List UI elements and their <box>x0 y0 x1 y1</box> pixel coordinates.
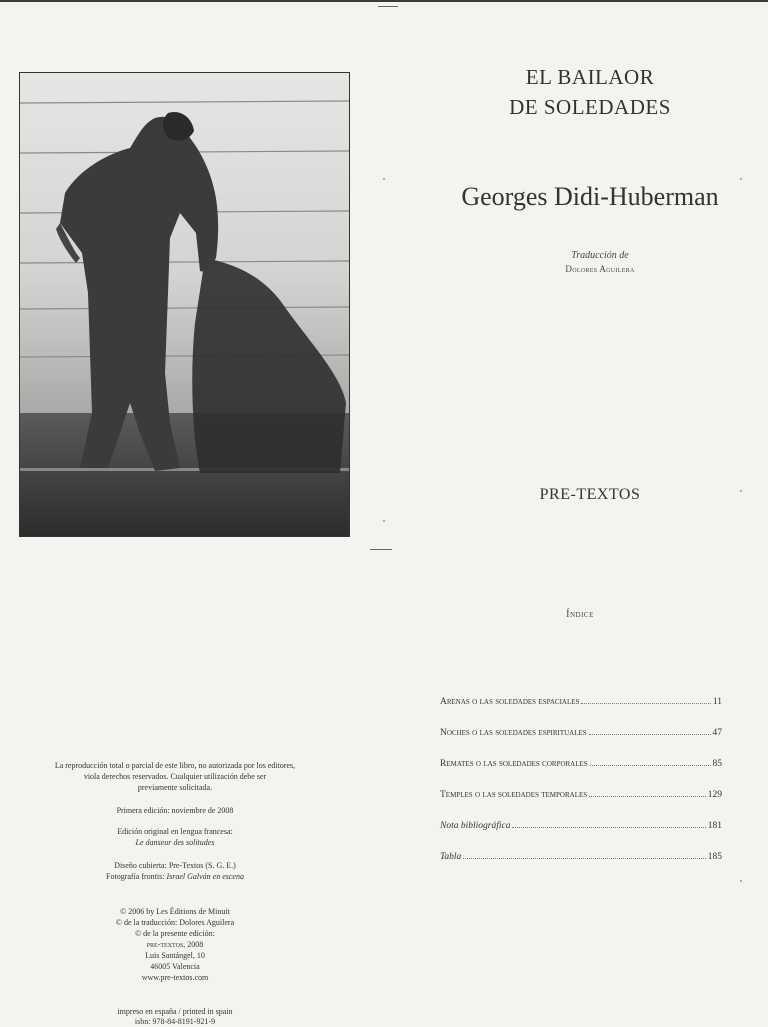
crop-mark-top <box>378 6 398 7</box>
scan-mark <box>383 178 385 180</box>
toc-leader-dots <box>589 734 711 735</box>
copyright-block <box>30 906 320 983</box>
scan-mark <box>740 490 742 492</box>
index-heading: Índice <box>566 609 594 620</box>
publisher-website[interactable]: www.pre-textos.com <box>141 973 209 982</box>
scan-mark <box>383 520 385 522</box>
toc-entry[interactable] <box>440 697 722 707</box>
copyright-line: © de la presente edición: <box>135 929 215 938</box>
rights-notice <box>30 760 320 793</box>
scan-mark <box>740 880 742 882</box>
toc-entry[interactable] <box>440 821 722 831</box>
toc-entry-title: Nota bibliográfica <box>440 821 511 831</box>
toc-entry-page: 11 <box>712 697 722 707</box>
toc-entry-page: 181 <box>707 821 722 831</box>
toc-entry[interactable] <box>440 728 722 738</box>
crop-mark-middle <box>370 549 392 550</box>
rights-line: previamente solicitada. <box>137 783 213 792</box>
original-edition <box>30 826 320 848</box>
author-name: Georges Didi-Huberman <box>461 182 719 211</box>
photo-credit: Israel Galván en escena <box>166 872 244 881</box>
toc-entry-title: Tabla <box>440 852 462 862</box>
toc-entry-title: Noches o las soledades espirituales <box>440 728 587 738</box>
publisher-name: PRE-TEXTOS <box>539 486 641 503</box>
toc-entry-page: 129 <box>707 790 722 800</box>
toc-entry-page: 185 <box>707 852 722 862</box>
dancer-photo-illustration <box>20 73 349 536</box>
toc-leader-dots <box>589 796 706 797</box>
toc-entry-page: 47 <box>712 728 722 738</box>
toc-leader-dots <box>581 703 710 704</box>
toc-entry-page: 85 <box>712 759 722 769</box>
frontispiece-photo <box>19 72 350 537</box>
translation-label: Traducción de <box>571 250 629 261</box>
toc-entry[interactable] <box>440 759 722 769</box>
first-edition: Primera edición: noviembre de 2008 <box>116 806 234 815</box>
copyright-line: © 2006 by Les Éditions de Minuit <box>120 907 230 916</box>
photo-credit-line <box>30 871 320 882</box>
book-title <box>470 62 710 122</box>
toc-entry[interactable] <box>440 852 722 862</box>
toc-leader-dots <box>512 827 705 828</box>
toc-entry[interactable] <box>440 790 722 800</box>
copyright-line: 46005 Valencia <box>150 962 200 971</box>
copyright-line: © de la traducción: Dolores Aguilera <box>115 918 235 927</box>
original-edition-label: Edición original en lengua francesa: <box>117 827 233 836</box>
book-title-line-1: EL BAILAOR <box>525 65 655 89</box>
book-title-line-2: DE SOLEDADES <box>509 95 671 119</box>
page-top-rule <box>0 0 768 2</box>
copyright-line: Luis Santángel, 10 <box>145 951 205 960</box>
toc-entry-title: Remates o las soledades corporales <box>440 759 588 769</box>
toc-entry-title: Arenas o las soledades espaciales <box>440 697 580 707</box>
rights-line: La reproducción total o parcial de este libro, no autorizada por los editores, <box>54 761 296 770</box>
isbn: isbn: 978-84-8191-921-9 <box>134 1017 216 1026</box>
toc-entry-title: Temples o las soledades temporales <box>440 790 588 800</box>
printed-in: impreso en españa / printed in spain <box>117 1007 233 1016</box>
photo-credit-label: Fotografía frontis: <box>106 872 165 881</box>
translator-name: Dolores Aguilera <box>565 264 635 274</box>
original-title: Le danseur des solitudes <box>135 838 215 847</box>
scan-mark <box>740 178 742 180</box>
cover-design-credit: Diseño cubierta: Pre-Textos (S. G. E.) <box>114 861 236 870</box>
credits <box>30 860 320 882</box>
toc-leader-dots <box>463 858 705 859</box>
toc-leader-dots <box>590 765 711 766</box>
copyright-line: pre-textos, 2008 <box>146 940 204 949</box>
rights-line: viola derechos reservados. Cualquier utilización debe ser <box>83 772 267 781</box>
